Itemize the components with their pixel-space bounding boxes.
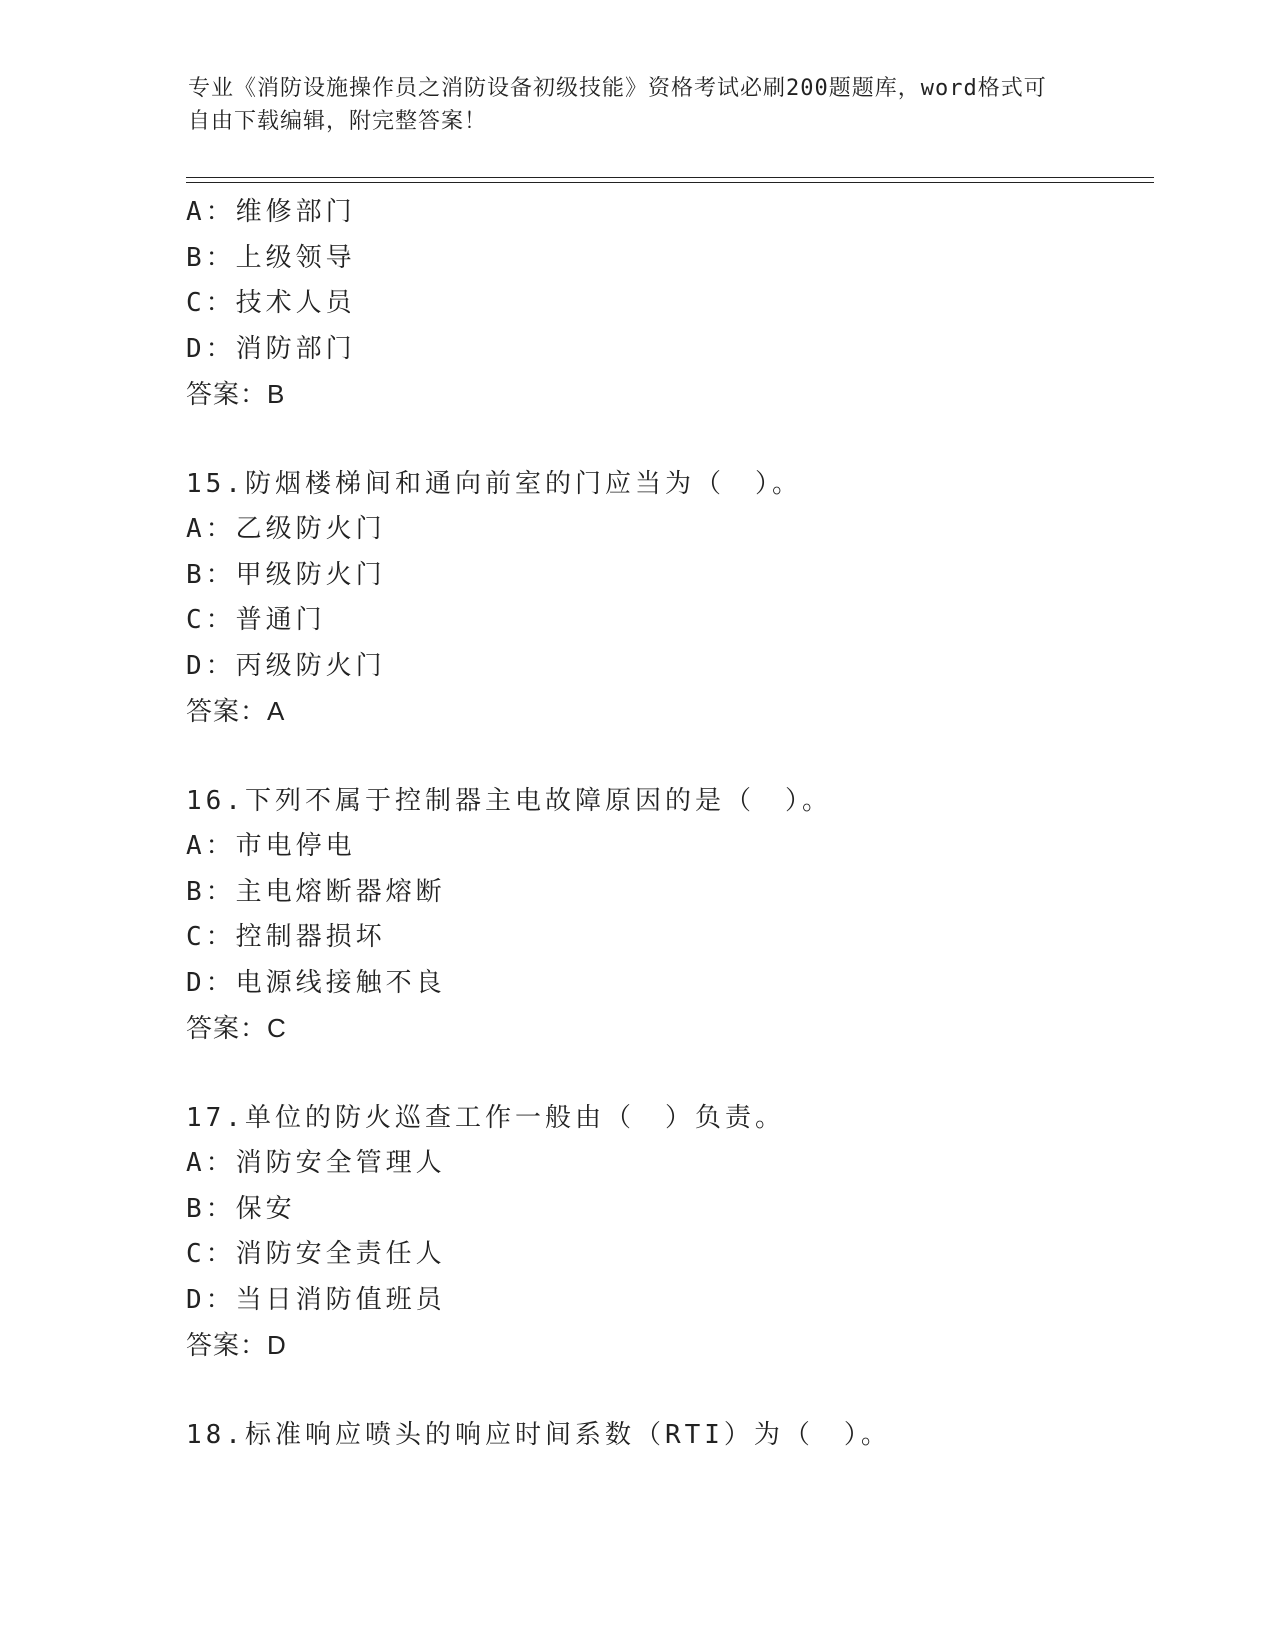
question-stem: 18.标准响应喷头的响应时间系数（RTI）为（ ）。 [186, 1419, 891, 1450]
answer-line: 答案：C [186, 1013, 287, 1043]
question-stem: 16.下列不属于控制器主电故障原因的是（ ）。 [186, 785, 832, 816]
option-c: C：技术人员 [186, 288, 356, 318]
answer-line: 答案：B [186, 379, 286, 409]
option-d: D：丙级防火门 [186, 650, 386, 681]
option-a: A：维修部门 [186, 197, 356, 227]
question-stem: 17.单位的防火巡查工作一般由（ ）负责。 [186, 1102, 785, 1133]
question-15 [186, 462, 1154, 735]
answer-line: 答案：D [186, 1330, 287, 1360]
question-stem: 15.防烟楼梯间和通向前室的门应当为（ ）。 [186, 468, 802, 499]
option-c: C：普通门 [186, 605, 326, 635]
question-16 [186, 779, 1154, 1052]
option-d: D：电源线接触不良 [186, 967, 446, 998]
header-divider-bottom [186, 182, 1154, 183]
option-b: B：主电熔断器熔断 [186, 876, 446, 907]
option-c: C：控制器损坏 [186, 922, 386, 952]
option-a: A：乙级防火门 [186, 514, 386, 544]
question-17 [186, 1096, 1154, 1369]
partial-question [186, 190, 1154, 418]
option-a: A：市电停电 [186, 831, 356, 861]
option-d: D：当日消防值班员 [186, 1284, 446, 1315]
option-b: B：上级领导 [186, 242, 356, 273]
question-list [186, 190, 1154, 1458]
option-b: B：保安 [186, 1193, 296, 1224]
option-a: A：消防安全管理人 [186, 1148, 446, 1178]
option-d: D：消防部门 [186, 333, 356, 364]
option-c: C：消防安全责任人 [186, 1239, 446, 1269]
option-b: B：甲级防火门 [186, 559, 386, 590]
answer-line: 答案：A [186, 696, 286, 726]
question-18 [186, 1413, 1154, 1459]
header-divider-top [186, 177, 1154, 178]
document-header: 专业《消防设施操作员之消防设备初级技能》资格考试必刷200题题库，word格式可自由下载编辑，附完整答案！ [188, 76, 1047, 134]
